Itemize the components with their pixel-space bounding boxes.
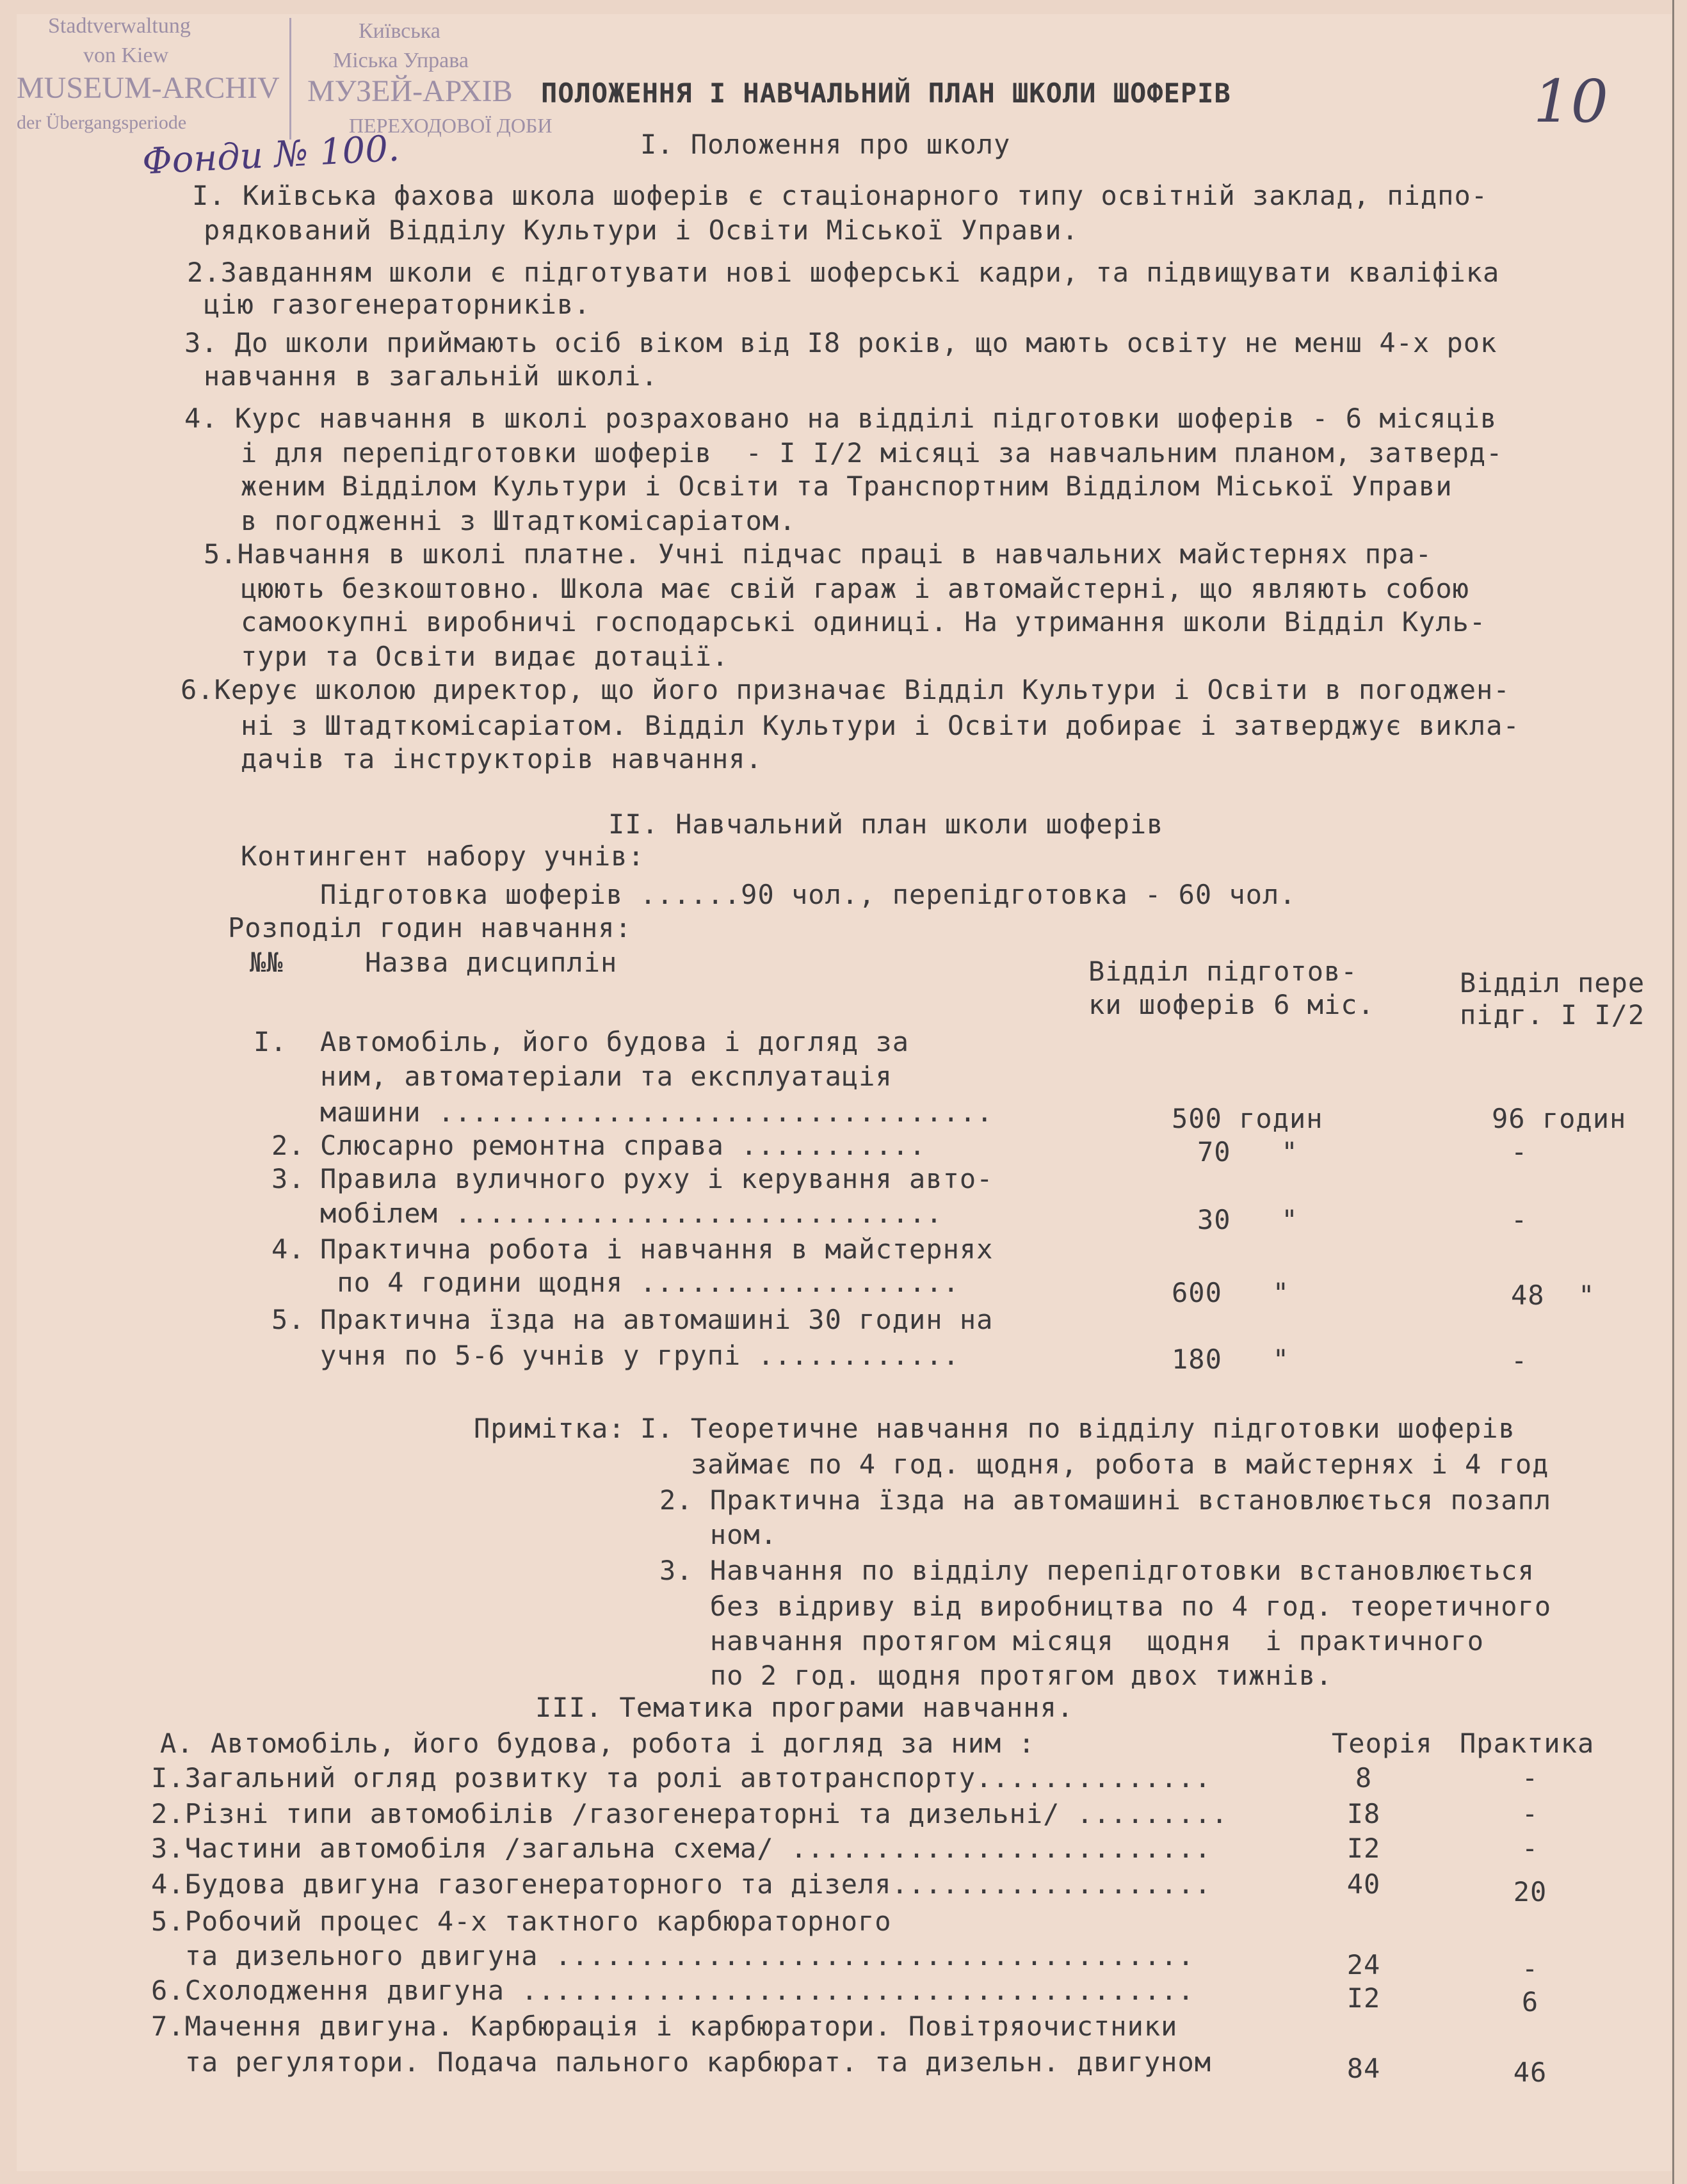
topic-line: 6.Схолодження двигуна ........................................: [151, 1975, 1195, 2006]
topic-practice: -: [1521, 1953, 1539, 1984]
contingent-label: Контингент набору учнів:: [241, 840, 645, 872]
col-a-header-line2: ки шоферів 6 міс.: [1088, 989, 1375, 1020]
handwritten-fond-number: Фонди № 100.: [141, 127, 401, 183]
row-hours-a: 70 ": [1197, 1136, 1298, 1168]
topic-line: 4.Будова двигуна газогенераторного та дізеля...................: [151, 1868, 1212, 1900]
section1-line: 3. До школи приймають осіб віком від I8 років, що мають освіту не менш 4-х рок: [184, 327, 1497, 358]
topic-line: I.Загальний огляд розвитку та ролі автотранспорту..............: [151, 1762, 1212, 1794]
row-number: 3.: [271, 1163, 305, 1194]
section1-line: I. Київська фахова школа шоферів є стаціонарного типу освітній заклад, підпо-: [192, 180, 1489, 211]
row-name-line: Практична робота і навчання в майстернях: [320, 1233, 994, 1265]
row-number: 2.: [271, 1130, 305, 1161]
row-name-line: машини .................................: [320, 1096, 994, 1128]
topic-theory: I2: [1346, 1833, 1381, 1864]
topic-line: 3.Частини автомобіля /загальна схема/ .........................: [151, 1833, 1212, 1864]
row-hours-b: -: [1511, 1204, 1528, 1235]
row-name-line: мобілем .............................: [320, 1198, 943, 1229]
distribution-label: Розподіл годин навчання:: [228, 912, 632, 943]
row-name-line: Автомобіль, його будова і догляд за: [320, 1026, 910, 1057]
topic-line: та дизельного двигуна ......................................: [151, 1940, 1195, 1971]
topic-practice: 6: [1521, 1986, 1539, 2018]
note-line: без відриву від виробництва по 4 год. теоретичного: [659, 1591, 1552, 1622]
section1-line: в погодженні з Штадткомісаріатом.: [241, 505, 796, 536]
col-a-header-line1: Відділ підготов-: [1088, 956, 1358, 987]
stamp-de-line4: der Übergangsperiode: [17, 112, 187, 133]
section1-line: навчання в загальній школі.: [204, 360, 658, 392]
section1-line: і для перепідготовки шоферів - I I/2 місяці за навчальним планом, затверд-: [241, 437, 1503, 469]
section1-line: самоокупні виробничі господарські одиниці. На утримання школи Відділ Куль-: [241, 606, 1487, 638]
row-name-line: Практична їзда на автомашині 30 годин на: [320, 1304, 994, 1335]
row-hours-b: -: [1511, 1345, 1528, 1376]
col-practice-header: Практика: [1460, 1728, 1595, 1759]
row-hours-b: 48 ": [1511, 1280, 1595, 1311]
note-line: 3. Навчання по відділу перепідготовки встановлюється: [659, 1555, 1535, 1586]
row-hours-b: 96 годин: [1492, 1103, 1627, 1134]
topic-line: та регулятори. Подача пального карбюрат. та дизельн. двигуном: [151, 2046, 1212, 2078]
section1-line: женим Відділом Культури і Освіти та Транспортним Відділом Міської Управи: [241, 470, 1453, 502]
page-edge: [1672, 0, 1674, 2184]
stamp-de-line2: von Kiew: [83, 44, 169, 67]
section1-line: ні з Штадткомісаріатом. Відділ Культури і Освіти добирає і затверджує викла-: [241, 710, 1520, 741]
topic-theory: 40: [1346, 1868, 1381, 1900]
note-line: займає по 4 год. щодня, робота в майстернях і 4 год: [640, 1449, 1549, 1480]
note-line: навчання протягом місяця щодня і практичного: [659, 1625, 1485, 1657]
topic-line: 7.Мачення двигуна. Карбюрація і карбюратори. Повітряочистники: [151, 2011, 1178, 2042]
stamp-divider: [289, 18, 291, 140]
note-line: по 2 год. щодня протягом двох тижнів.: [659, 1660, 1333, 1691]
document-title: ПОЛОЖЕННЯ І НАВЧАЛЬНИЙ ПЛАН ШКОЛИ ШОФЕРІВ: [541, 77, 1231, 109]
section1-line: цію газогенераторників.: [204, 289, 591, 320]
section1-line: 5.Навчання в школі платне. Учні підчас праці в навчальних майстернях пра-: [204, 538, 1432, 570]
topic-practice: -: [1521, 1762, 1539, 1794]
row-hours-a: 180 ": [1172, 1344, 1290, 1375]
topic-line: 2.Різні типи автомобілів /газогенераторні та дизельні/ .........: [151, 1798, 1229, 1829]
col-theory-header: Теорія: [1332, 1728, 1433, 1759]
row-name-line: Слюсарно ремонтна справа ...........: [320, 1130, 926, 1161]
topic-theory: 8: [1355, 1762, 1373, 1794]
stamp-de-line3: MUSEUM-ARCHIV: [17, 71, 280, 105]
section1-line: 4. Курс навчання в школі розраховано на відділі підготовки шоферів - 6 місяців: [184, 403, 1497, 434]
contingent-text: Підготовка шоферів ......90 чол., перепідготовка - 60 чол.: [320, 879, 1296, 910]
handwritten-page-number: 10: [1533, 67, 1609, 136]
stamp-ua-line4: ПЕРЕХОДОВОЇ ДОБИ: [349, 114, 553, 137]
note-line: 2. Практична їзда на автомашині встановлюється позапл: [659, 1484, 1552, 1516]
topic-theory: 84: [1346, 2053, 1381, 2084]
note-line: ном.: [659, 1519, 778, 1550]
section3-subheading: А. Автомобіль, його будова, робота і догляд за ним :: [160, 1728, 1035, 1759]
topic-theory: 24: [1346, 1949, 1381, 1980]
col-b-header-line2: підг. I I/2: [1460, 999, 1645, 1031]
row-number: 4.: [271, 1233, 305, 1265]
section1-line: 6.Керує школою директор, що його призначає Відділ Культури і Освіти в погоджен-: [181, 674, 1510, 705]
col-number-header: №№: [250, 947, 284, 978]
row-name-line: ним, автоматеріали та експлуатація: [320, 1061, 892, 1092]
row-number: 5.: [271, 1304, 305, 1335]
row-hours-a: 30 ": [1197, 1204, 1298, 1235]
row-number: I.: [254, 1026, 287, 1057]
topic-practice: 20: [1513, 1876, 1547, 1907]
row-hours-a: 500 годин: [1172, 1103, 1323, 1134]
topic-theory: I8: [1346, 1798, 1381, 1829]
section1-line: тури та Освіти видає дотації.: [241, 641, 729, 672]
col-discipline-header: Назва дисциплін: [365, 947, 618, 978]
section1-line: дачів та інструкторів навчання.: [241, 743, 763, 775]
section2-heading: II. Навчальний план школи шоферів: [608, 808, 1164, 840]
row-name-line: Правила вуличного руху і керування авто-: [320, 1163, 994, 1194]
topic-theory: I2: [1346, 1982, 1381, 2014]
col-b-header-line1: Відділ пере: [1460, 967, 1645, 999]
stamp-ua-line1: Київська: [359, 19, 440, 43]
stamp-de-line1: Stadtverwaltung: [48, 14, 191, 38]
row-hours-b: -: [1511, 1136, 1528, 1168]
section1-line: 2.Завданням школи є підготувати нові шоферські кадри, та підвищувати кваліфіка: [187, 257, 1500, 288]
stamp-ua-line2: Міська Управа: [333, 49, 469, 72]
row-name-line: по 4 години щодня ...................: [320, 1267, 960, 1298]
note-label: Примітка:: [474, 1413, 626, 1444]
row-name-line: учня по 5-6 учнів у групі ............: [320, 1340, 960, 1371]
topic-practice: 46: [1513, 2057, 1547, 2088]
section1-line: цюють безкоштовно. Школа має свій гараж і автомайстерні, що являють собою: [241, 573, 1469, 604]
section1-heading: I. Положення про школу: [640, 129, 1011, 160]
section1-line: рядкований Відділу Культури і Освіти Міської Управи.: [204, 214, 1079, 246]
note-line: I. Теоретичне навчання по відділу підготовки шоферів: [640, 1413, 1515, 1444]
topic-practice: -: [1521, 1798, 1539, 1829]
stamp-ua-line3: МУЗЕЙ-АРХІВ: [307, 74, 513, 108]
topic-line: 5.Робочий процес 4-х тактного карбюраторного: [151, 1906, 892, 1937]
topic-practice: -: [1521, 1833, 1539, 1864]
section3-heading: III. Тематика програми навчання.: [535, 1692, 1074, 1723]
row-hours-a: 600 ": [1172, 1277, 1290, 1308]
